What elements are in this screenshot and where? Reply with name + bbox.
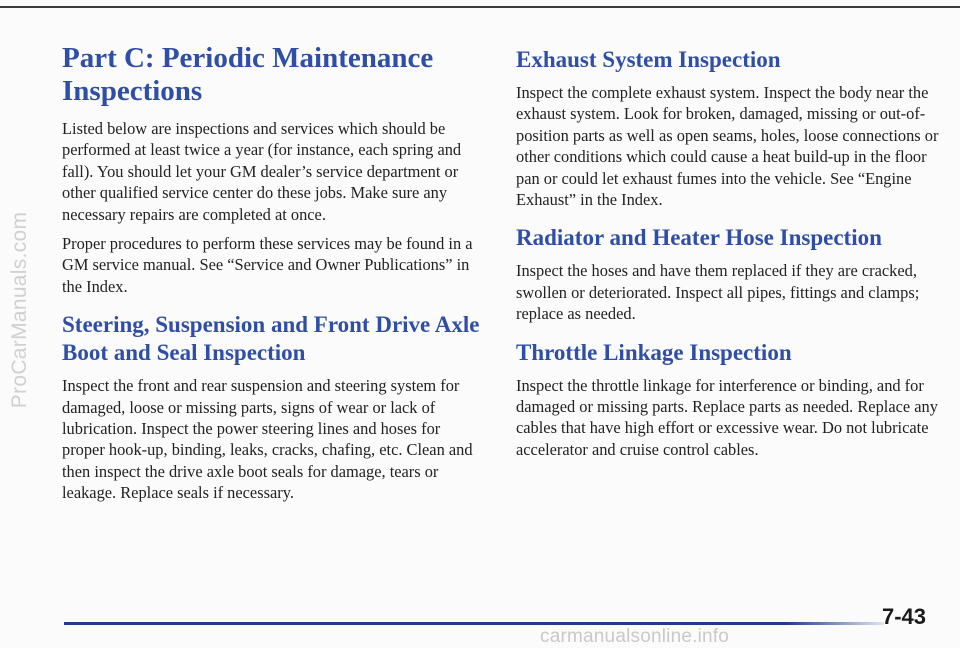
throttle-section-text: Inspect the throttle linkage for interference or binding, and for damaged or missing parts. Replace parts as needed. Replace any cables that have high effort or excessive wear. Do not lubricate accelerator and cruise control cables. (516, 375, 938, 459)
radiator-section-title: Radiator and Heater Hose Inspection (516, 225, 882, 251)
steering-section-title: Steering, Suspension and Front Drive Axle Boot and Seal Inspection (62, 312, 480, 366)
right-column (516, 46, 944, 468)
intro-paragraph-1: Listed below are inspections and services which should be performed at least twice a year (for instance, each spring and fall). You should let your GM dealer’s service department or other qualified service center do these jobs. Make sure any necessary repairs are completed at once. (62, 119, 462, 224)
intro-paragraph-2: Proper procedures to perform these services may be found in a GM service manual. See “Service and Owner Publications” in the Index. (62, 234, 473, 296)
top-rule (0, 6, 960, 8)
left-column (62, 42, 480, 512)
part-title: Part C: Periodic Maintenance Inspections (62, 42, 434, 107)
throttle-section-title: Throttle Linkage Inspection (516, 339, 792, 365)
exhaust-section-text: Inspect the complete exhaust system. Inspect the body near the exhaust system. Look for broken, damaged, missing or out-of-position parts as well as open seams, holes, loose connections or other conditions which could cause a heat build-up in the floor pan or could let exhaust fumes into the vehicle. See “Engine Exhaust” in the Index. (516, 83, 939, 210)
footer-rule (64, 622, 884, 625)
exhaust-section-title: Exhaust System Inspection (516, 47, 781, 72)
page-number: 7-43 (882, 604, 927, 629)
side-watermark: ProCarManuals.com (8, 211, 31, 409)
radiator-section-text: Inspect the hoses and have them replaced if they are cracked, swollen or deteriorated. Inspect all pipes, fittings and clamps; replace as needed. (516, 261, 920, 324)
steering-section-text: Inspect the front and rear suspension and steering system for damaged, loose or missing parts, signs of wear or lack of lubrication. Inspect the power steering lines and hoses for proper hook-up, binding, leaks, cracks, chafing, etc. Clean and then inspect the drive axle boot seals for damage, tears or leakage. Replace seals if necessary. (62, 376, 473, 503)
footer-site-link[interactable]: carmanualsonline.info (540, 626, 730, 647)
